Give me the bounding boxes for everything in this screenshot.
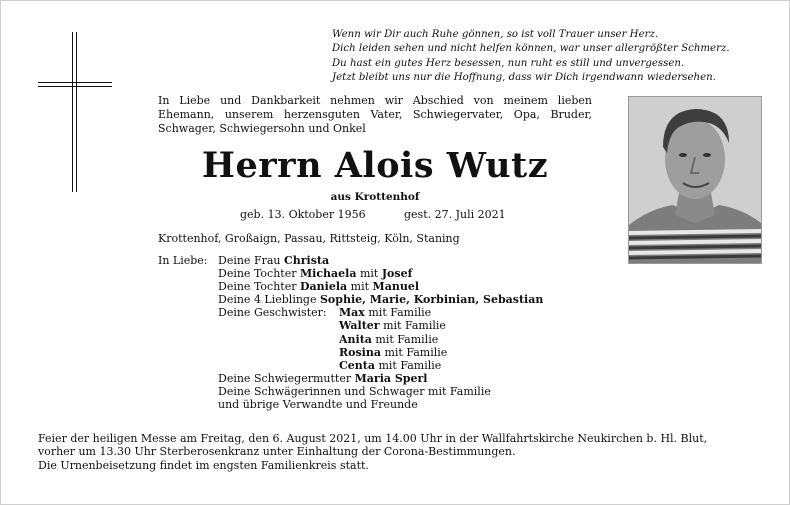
mourner-name: Centa: [339, 358, 375, 372]
suffix: mit Familie: [375, 332, 439, 346]
mourner-name: Daniela: [299, 280, 348, 294]
poem-line: Jetzt bleibt uns nur die Hoffnung, dass wir Dich irgendwann wiedersehen.: [332, 72, 716, 84]
relation: Deine Tochter: [218, 280, 297, 294]
places: Krottenhof, Großaign, Passau, Rittsteig, Köln, Staning: [158, 232, 460, 245]
portrait-image: [629, 97, 761, 263]
mourner-name: Rosina: [339, 345, 381, 359]
service-info: [38, 432, 778, 472]
poem-line: Wenn wir Dir auch Ruhe gönnen, so ist voll Trauer unser Herz.: [332, 29, 659, 40]
mourner-name: Maria Sperl: [354, 371, 428, 385]
service-line: Die Urnenbeisetzung findet im engsten Familienkreis statt.: [38, 458, 369, 472]
mourner-name: Christa: [283, 254, 330, 267]
poem-line: Du hast ein gutes Herz besessen, nun ruht es still und unvergessen.: [332, 57, 685, 69]
suffix: mit Familie: [383, 319, 446, 333]
portrait-photo: [628, 96, 762, 264]
relation: Deine 4 Lieblinge: [218, 293, 317, 307]
service-line: vorher um 13.30 Uhr Sterberosenkranz unter Einhaltung der Corona-Bestimmungen.: [38, 445, 516, 459]
mourners-label: In Liebe:: [158, 254, 208, 267]
service-line: Feier der heiligen Messe am Freitag, den 6. August 2021, um 14.00 Uhr in der Wallfahrtskirche Neukirchen b. Hl. Blut,: [38, 432, 708, 445]
death-date: gest. 27. Juli 2021: [404, 208, 506, 221]
mourner-name: Manuel: [372, 280, 419, 294]
intro-line: In Liebe und Dankbarkeit nehmen wir Abschied von meinem lieben: [158, 94, 592, 107]
birth-date: geb. 13. Oktober 1956: [240, 208, 366, 221]
mourner-name: Anita: [339, 332, 372, 346]
deceased-name: Herrn Alois Wutz: [201, 145, 549, 186]
suffix: mit Familie: [378, 358, 442, 372]
intro-line: Ehemann, unserem herzensguten Vater, Schwiegervater, Opa, Bruder,: [158, 108, 592, 121]
relation: und übrige Verwandte und Freunde: [218, 398, 418, 412]
relation: Deine Tochter: [218, 267, 297, 281]
poem: [332, 28, 772, 86]
origin: aus Krottenhof: [330, 191, 420, 203]
mourner-name: Walter: [339, 319, 380, 333]
suffix: mit Familie: [368, 306, 432, 320]
relation: Deine Schwiegermutter: [218, 371, 352, 385]
relation: Deine Frau: [218, 254, 281, 267]
mourner-name: Josef: [381, 267, 413, 281]
intro-text: [158, 94, 592, 136]
poem-line: Dich leiden sehen und nicht helfen können, war unser allergrößter Schmerz.: [332, 43, 730, 55]
relation: Deine Schwägerinnen und Schwager mit Familie: [218, 384, 491, 398]
mourner-name: Michaela: [299, 267, 357, 281]
conjunction: mit: [350, 280, 370, 294]
conjunction: mit: [359, 267, 379, 281]
mourner-name: Sophie, Marie, Korbinian, Sebastian: [319, 293, 544, 307]
mourner-name: Max: [339, 306, 365, 320]
suffix: mit Familie: [384, 345, 448, 359]
intro-line: Schwager, Schwiegersohn und Onkel: [158, 122, 366, 135]
relation: Deine Geschwister:: [218, 306, 327, 320]
